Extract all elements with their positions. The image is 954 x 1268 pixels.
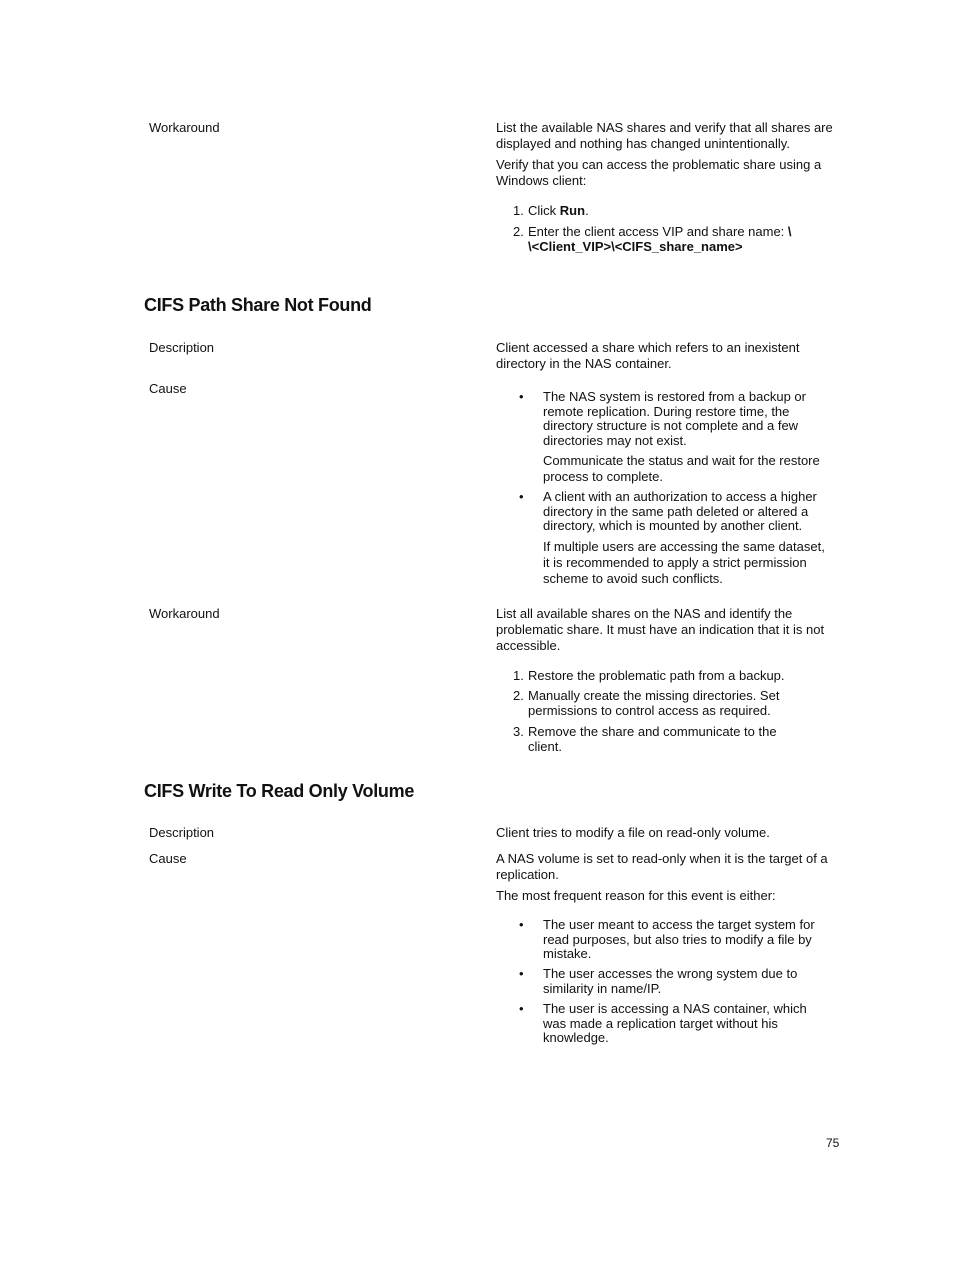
section-heading: CIFS Path Share Not Found xyxy=(144,295,372,315)
step-text: Manually create the missing directories. Set permissions to control access as required. xyxy=(528,688,780,718)
bullet-text: The user is accessing a NAS container, which was made a replication target without his knowledge. xyxy=(543,1001,807,1045)
step-number: 2. xyxy=(513,224,524,239)
workaround-paragraph: Verify that you can access the problematic share using a Windows client: xyxy=(496,157,822,188)
numbered-step xyxy=(513,688,813,718)
numbered-step xyxy=(513,224,813,254)
bullet-glyph: • xyxy=(519,917,524,932)
step-bold-text: \<Client_VIP>\<CIFS_share_name> xyxy=(528,239,743,254)
bullet-glyph: • xyxy=(519,966,524,981)
step-text: Click xyxy=(528,203,560,218)
workaround-paragraph: List all available shares on the NAS and identify the problematic share. It must have an indication that it is not accessible. xyxy=(496,606,825,653)
page-number: 75 xyxy=(826,1136,840,1150)
step-number: 1. xyxy=(513,668,524,683)
section-heading: CIFS Write To Read Only Volume xyxy=(144,781,415,801)
description-label: Description xyxy=(149,340,215,355)
cause-paragraph: A NAS volume is set to read-only when it is the target of a replication. xyxy=(496,851,828,882)
bullet-glyph: • xyxy=(519,489,524,504)
bullet-item xyxy=(519,918,819,962)
step-bold-text: \ xyxy=(787,224,792,239)
step-text: . xyxy=(585,203,589,218)
step-number: 2. xyxy=(513,688,524,703)
bullet-text: The NAS system is restored from a backup or remote replication. During restore time, the directory structure is not complete and a few directories may not exist. xyxy=(543,389,806,448)
step-text: Remove the share and communicate to the client. xyxy=(528,724,777,754)
step-bold-text: Run xyxy=(559,203,586,218)
bullet-item xyxy=(519,490,819,534)
workaround-label: Workaround xyxy=(149,606,220,621)
bullet-text: The user meant to access the target system for read purposes, but also tries to modify a file by mistake. xyxy=(543,917,815,961)
bullet-item xyxy=(519,1002,819,1046)
description-paragraph: Client accessed a share which refers to an inexistent directory in the NAS container. xyxy=(496,340,800,371)
cause-paragraph: The most frequent reason for this event is either: xyxy=(496,888,776,903)
numbered-step xyxy=(513,724,813,754)
bullet-item xyxy=(519,967,819,996)
bullet-text: A client with an authorization to access a higher directory in the same path deleted or altered a directory, which is mounted by another client. xyxy=(543,489,817,533)
description-label: Description xyxy=(149,825,215,840)
step-text: Restore the problematic path from a backup. xyxy=(528,668,785,683)
numbered-step xyxy=(513,203,813,218)
workaround-label: Workaround xyxy=(149,120,220,135)
description-paragraph: Client tries to modify a file on read-only volume. xyxy=(496,825,770,840)
step-number: 3. xyxy=(513,724,524,739)
workaround-paragraph: List the available NAS shares and verify that all shares are displayed and nothing has changed unintentionally. xyxy=(496,120,833,151)
bullet-subparagraph: If multiple users are accessing the same dataset, it is recommended to apply a strict permission scheme to avoid such conflicts. xyxy=(543,539,825,586)
bullet-text: The user accesses the wrong system due to similarity in name/IP. xyxy=(543,966,798,996)
bullet-glyph: • xyxy=(519,1001,524,1016)
bullet-glyph: • xyxy=(519,389,524,404)
bullet-item xyxy=(519,390,819,448)
numbered-step xyxy=(513,668,813,683)
cause-label: Cause xyxy=(149,381,187,396)
cause-label: Cause xyxy=(149,851,187,866)
bullet-subparagraph: Communicate the status and wait for the restore process to complete. xyxy=(543,453,820,484)
step-text: Enter the client access VIP and share name: xyxy=(528,224,788,239)
step-number: 1. xyxy=(513,203,524,218)
